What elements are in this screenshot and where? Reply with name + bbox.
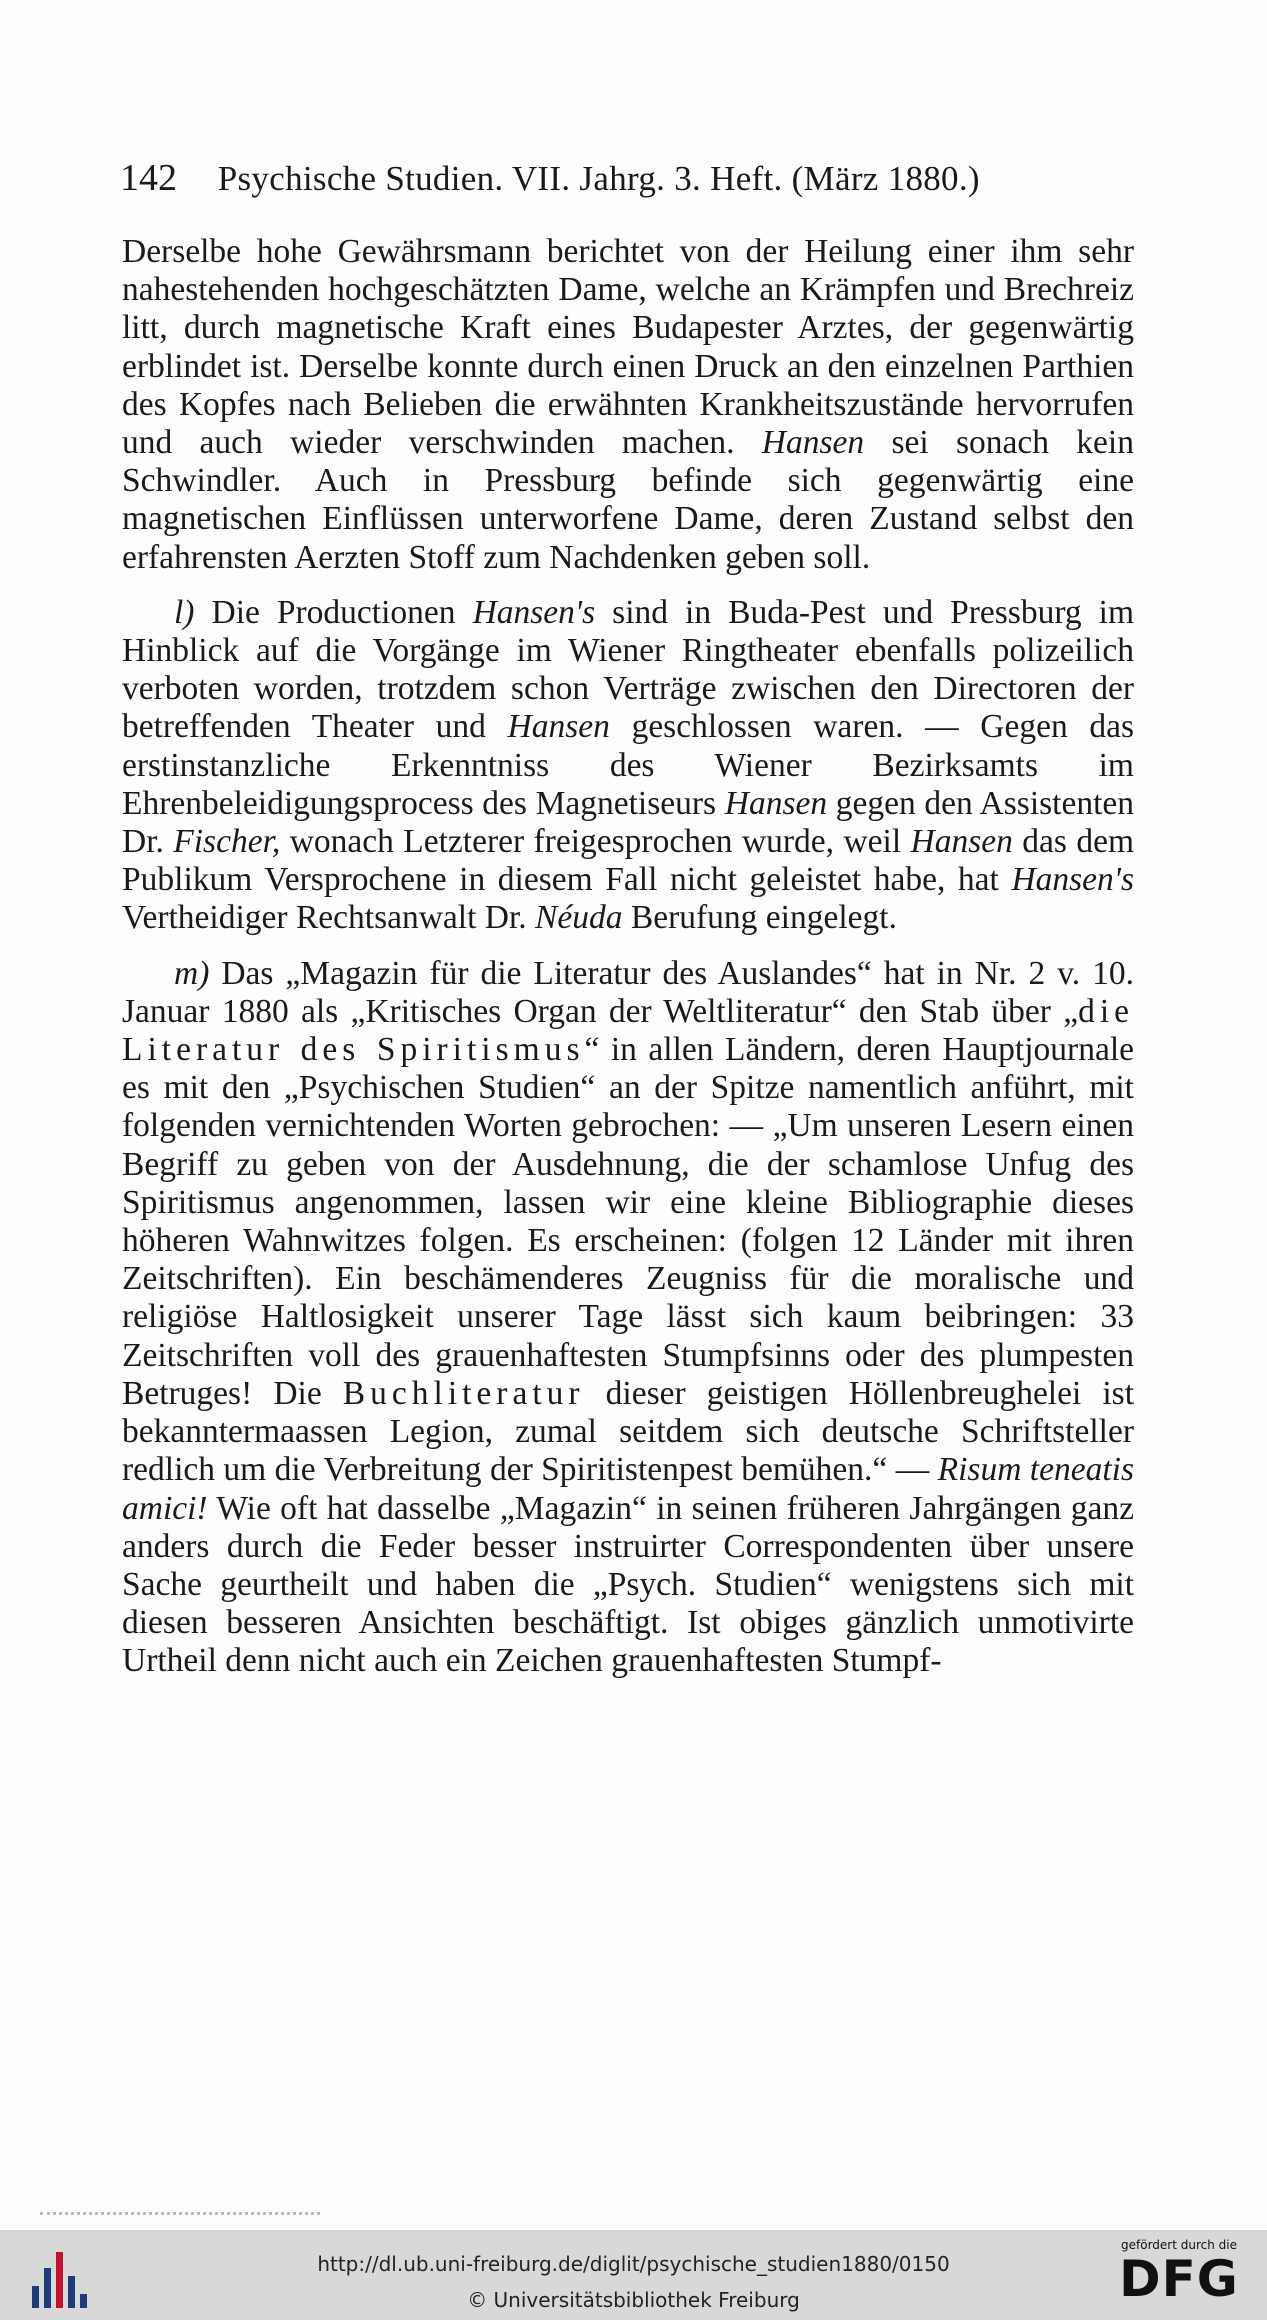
viewer-footer xyxy=(0,2230,1267,2320)
page-number: 142 xyxy=(120,157,177,199)
section-label: l) xyxy=(174,593,195,631)
scan-artifact xyxy=(40,2212,320,2219)
permalink[interactable]: http://dl.ub.uni-freiburg.de/diglit/psychische_studien1880/0150 xyxy=(317,2252,950,2276)
dfg-logo xyxy=(1109,2238,1249,2306)
dfg-wordmark: DFG xyxy=(1119,2250,1239,2308)
dfg-caption: gefördert durch die xyxy=(1121,2238,1237,2252)
paragraph-l: l) Die Productionen Hansen's sind in Buda-Pest und Pressburg im Hinblick auf die Vorgänge im Wiener Ringtheater ebenfalls polizeilich verboten worden, trotzdem schon Verträge zwischen den Directoren der betreffenden Theater und Hansen geschlossen waren. — Gegen das erstinstanzliche Erkenntniss des Wiener Bezirksamts im Ehrenbeleidigungsprocess des Magnetiseurs Hansen gegen den Assistenten Dr. Fischer, wonach Letzterer freigesprochen wurde, weil Hansen das dem Publikum Versprochene in diesem Fall nicht geleistet habe, hat Hansen's Vertheidiger Rechtsanwalt Dr. Néuda Berufung eingelegt. xyxy=(122,593,1135,937)
paragraph-m: m) Das „Magazin für die Literatur des Auslandes“ hat in Nr. 2 v. 10. Januar 1880 als „Kritisches Organ der Weltliteratur“ den Stab über „die Literatur des Spiritismus“ in allen Ländern, deren Hauptjournale es mit den „Psychischen Studien“ an der Spitze namentlich anführt, mit folgenden vernichtenden Worten gebrochen: — „Um unseren Lesern einen Begriff zu geben von der Ausdehnung, die der schamlose Unfug des Spiritismus angenommen, lassen wir eine kleine Bibliographie dieses höheren Wahnwitzes folgen. Es erscheinen: (folgen 12 Länder mit ihren Zeitschriften). Ein beschämenderes Zeugniss für die moralische und religiöse Haltlosigkeit unserer Tage lässt sich kaum beibringen: 33 Zeitschriften voll des grauenhaftesten Stumpfsinns oder des plumpesten Betruges! Die Buchliteratur dieser geistigen Höllenbreughelei ist bekanntermaassen Legion, zumal seitdem sich deutsche Schriftsteller redlich um die Verbreitung der Spiritistenpest bemühen.“ — Risum teneatis amici! Wie oft hat dasselbe „Magazin“ in seinen früheren Jahrgängen ganz anders durch die Feder besser instruirter Correspondenten über unsere Sache geurtheilt und haben die „Psych. Studien“ wenigstens sich mit diesen besseren Ansichten beschäftigt. Ist obiges gänzlich unmotivirte Urtheil denn nicht auch ein Zeichen grauenhaftesten Stumpf- xyxy=(122,954,1135,1680)
name-hansen: Hansen xyxy=(761,424,865,462)
paragraph-1: Derselbe hohe Gewährsmann berichtet von der Heilung einer ihm sehr nahestehenden hochgeschätzten Dame, welche an Krämpfen und Brechreiz litt, durch magnetische Kraft eines Budapester Arztes, der gegenwärtig erblindet ist. Derselbe konnte durch einen Druck an den einzelnen Parthien des Kopfes nach Belieben die erwähnten Krankheitszustände hervorrufen und auch wieder verschwinden machen. Hansen sei sonach kein Schwindler. Auch in Pressburg befinde sich gegenwärtig eine magnetischen Einflüssen unterworfene Dame, deren Zustand selbst den erfahrensten Aerzten Stoff zum Nachdenken geben soll. xyxy=(122,233,1134,576)
body-text xyxy=(122,233,1134,1698)
copyright-notice: © Universitätsbibliothek Freiburg xyxy=(467,2288,800,2312)
header-title: Psychische Studien. VII. Jahrg. 3. Heft. (März 1880.) xyxy=(217,159,980,198)
running-header xyxy=(120,156,1140,200)
section-label: m) xyxy=(174,954,210,992)
